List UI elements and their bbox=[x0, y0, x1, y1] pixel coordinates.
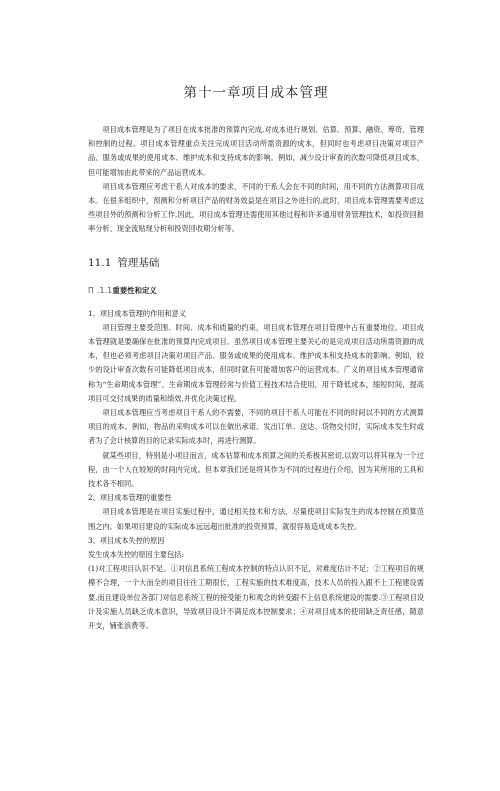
body-paragraph: 项目管理主要受范围、时间、成本和质量的约束，项目成本管理在项目管理中占有重要地位。项目成本管理就是要确保在批准的预算内完成项目。虽然项目成本管理主要关心的是完成项目活动所需资源的成本，但也必须考虑项目决策对项目产品、服务或成果的使用成本、维护成本和支持成本的影响。例如，较少的设计审查次数有可能降低项目成本，但同时就有可能增加客户的运营成本。广义的项目成本管理通常称为“生命期成本管理”。生命期成本管理经常与价值工程技术结合使用，用于降低成本，缩短时间，提高项目可交付成果的质量和绩效,并优化决策过程。 bbox=[88, 322, 424, 403]
subsection-number: П .1.1 bbox=[88, 285, 113, 295]
section-heading bbox=[88, 255, 424, 271]
subsection-title: 重要性和定义 bbox=[112, 285, 157, 295]
body-paragraph: 就某些项目，特别是小项目而言，成本估算和成本预算之间的关系极其密切,以致可以将其视为一个过程，由一个人在较短的时间内完成。但本章我们还是将其作为不同的过程进行介绍，因为其所用的工具和技术各不相同。 bbox=[88, 450, 424, 489]
intro-paragraph: 项目成本管理应考虑干系人对成本的要求，不同的干系人会在不同的时间，用不同的方法测算项目成本。在很多组织中，预测和分析项目产品的财务效益是在项目之外进行的,此时，项目成本管理需要考虑这些项目外的预测和分析工作,因此，项目成本管理还需使用其他过程和许多通用财务管理技术，如投资回报率分析、现金流贴现分析和投资回收期分析等。 bbox=[88, 181, 424, 234]
item-heading: 3、项目成本失控的原因 bbox=[88, 535, 165, 545]
item-block bbox=[88, 307, 424, 492]
chapter-intro bbox=[88, 123, 424, 237]
chapter-title: 第十一章项目成本管理 bbox=[183, 85, 329, 101]
section-title: 管理基础 bbox=[117, 256, 160, 269]
item-heading: 1、项目成本管理的作用和意义 bbox=[88, 308, 187, 318]
body-paragraph: 项目成本管理应当考虑项目干系人的不需要，不同的项目干系人可能在不同的时间以不同的方式测算项目的成本。例如，物品的采购成本可以在做出承诺、发出订单、送达、货物交付时，实际成本发生时或者为了会计核算的目的记录实际成本时，再进行测算。 bbox=[88, 408, 424, 446]
item-block bbox=[88, 491, 424, 534]
body-paragraph: 发生成本失控的原因主要包括: bbox=[88, 550, 184, 560]
intro-paragraph: 项目成本管理是为了项目在成本批准的预算内完成,对成本进行规划、估算、预算、融资、筹资、管理和控制的过程。项目成本管理重点关注完成项目活动所需资源的成本，但同时也考虑项目决策对项目产品、服务或成果的使用成本、维护成本和支持成本的影响。例如，减少设计审查的次数可降低项目成本，但可能增加由此带来的产品运营成本。 bbox=[88, 125, 424, 177]
item-heading: 2、项目成本管理的重要性 bbox=[88, 493, 172, 503]
item-block bbox=[88, 534, 424, 633]
body-paragraph: (1)对工程项目认识不足。①对信息系统工程成本控制的特点认识不足，对难度估计不足；②工程项目的规模不合理，一个大而全的项目往往工期很长，工程实施的技术难度高，技术人员的投入跟不上工程建设需要,而且建设单位各部门对信息系统工程的接受能力和观念的转变跟不上信息系统建设的需要.③工程项目设计及实施人员缺乏成本意识，导致项目设计不满足成本控制要求；④对项目成本的使用缺乏责任感，随意开支，铺张浪费等。 bbox=[88, 564, 424, 631]
section-number: 11.1 bbox=[88, 256, 112, 269]
body-paragraph: 项目成本管理是在项目实施过程中，通过相关技术和方法，尽量使项目实际发生的成本控制在预算范围之内。如果项目建设的实际成本远远超出批准的投资预算，就很容易造成成本失控。 bbox=[88, 507, 424, 531]
document-page bbox=[0, 84, 500, 791]
subsection-heading bbox=[88, 285, 424, 297]
